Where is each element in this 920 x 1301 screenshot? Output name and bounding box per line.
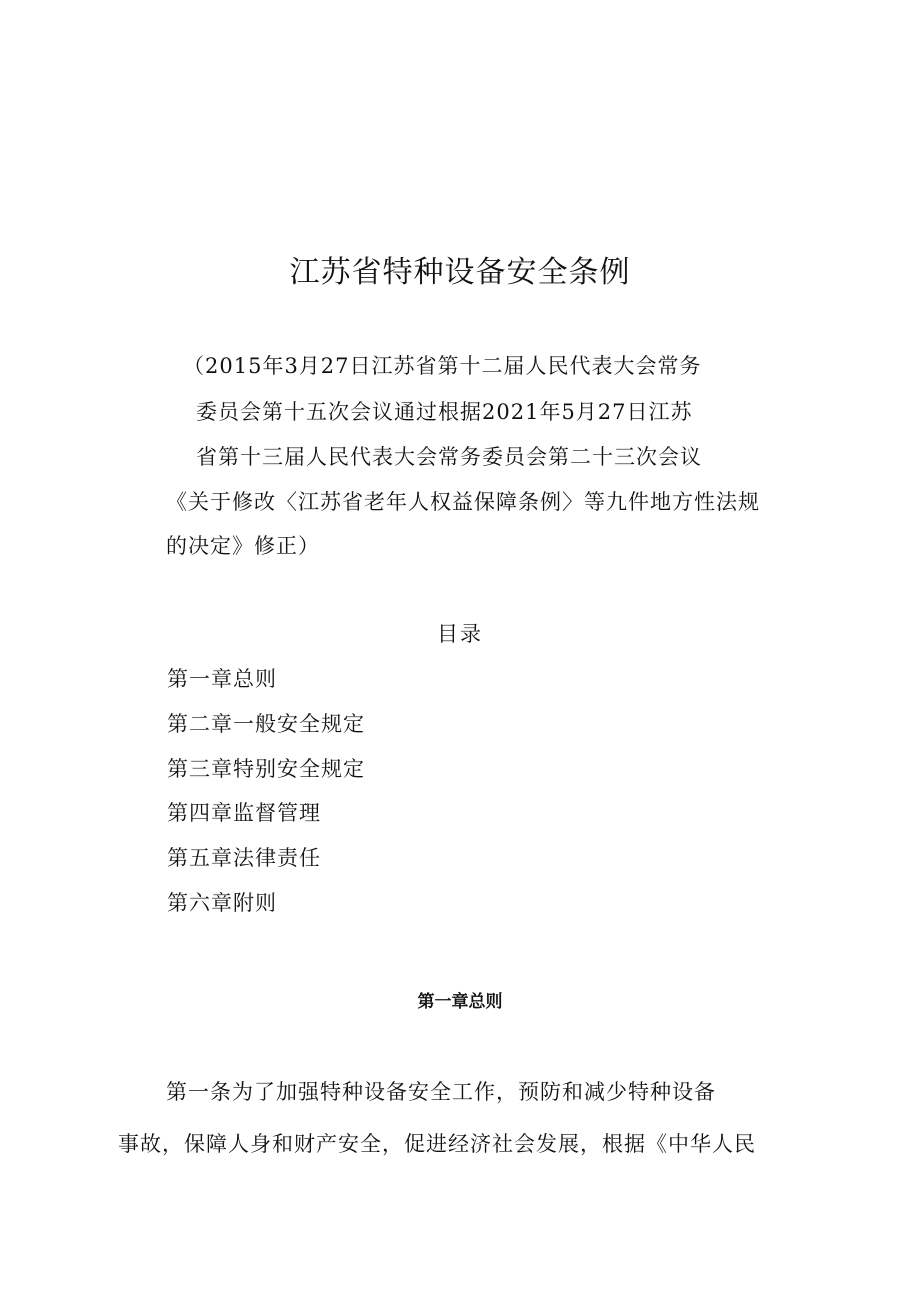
preamble-line: 《关于修改〈江苏省老年人权益保障条例〉等九件地方性法规 (166, 490, 760, 514)
document-title: 江苏省特种设备安全条例 (289, 255, 631, 290)
toc-item: 第五章法律责任 (167, 846, 321, 870)
body-line: 事故，保障人身和财产安全，促进经济社会发展，根据《中华人民 (118, 1132, 756, 1156)
toc-item: 第三章特别安全规定 (167, 757, 365, 781)
body-line: 第一条为了加强特种设备安全工作，预防和减少特种设备 (166, 1080, 716, 1104)
preamble-line: （2015年3月27日江苏省第十二届人民代表大会常务 (183, 354, 702, 378)
toc-item: 第二章一般安全规定 (167, 712, 365, 736)
preamble-line: 省第十三届人民代表大会常务委员会第二十三次会议 (196, 445, 702, 469)
toc-heading: 目录 (437, 622, 483, 646)
chapter-heading: 第一章总则 (417, 992, 503, 1012)
preamble-line: 委员会第十五次会议通过根据2021年5月27日江苏 (196, 400, 693, 424)
toc-item: 第一章总则 (167, 667, 277, 691)
preamble-line: 的决定》修正） (166, 534, 320, 558)
toc-item: 第四章监督管理 (167, 801, 321, 825)
toc-item: 第六章附则 (167, 891, 277, 915)
